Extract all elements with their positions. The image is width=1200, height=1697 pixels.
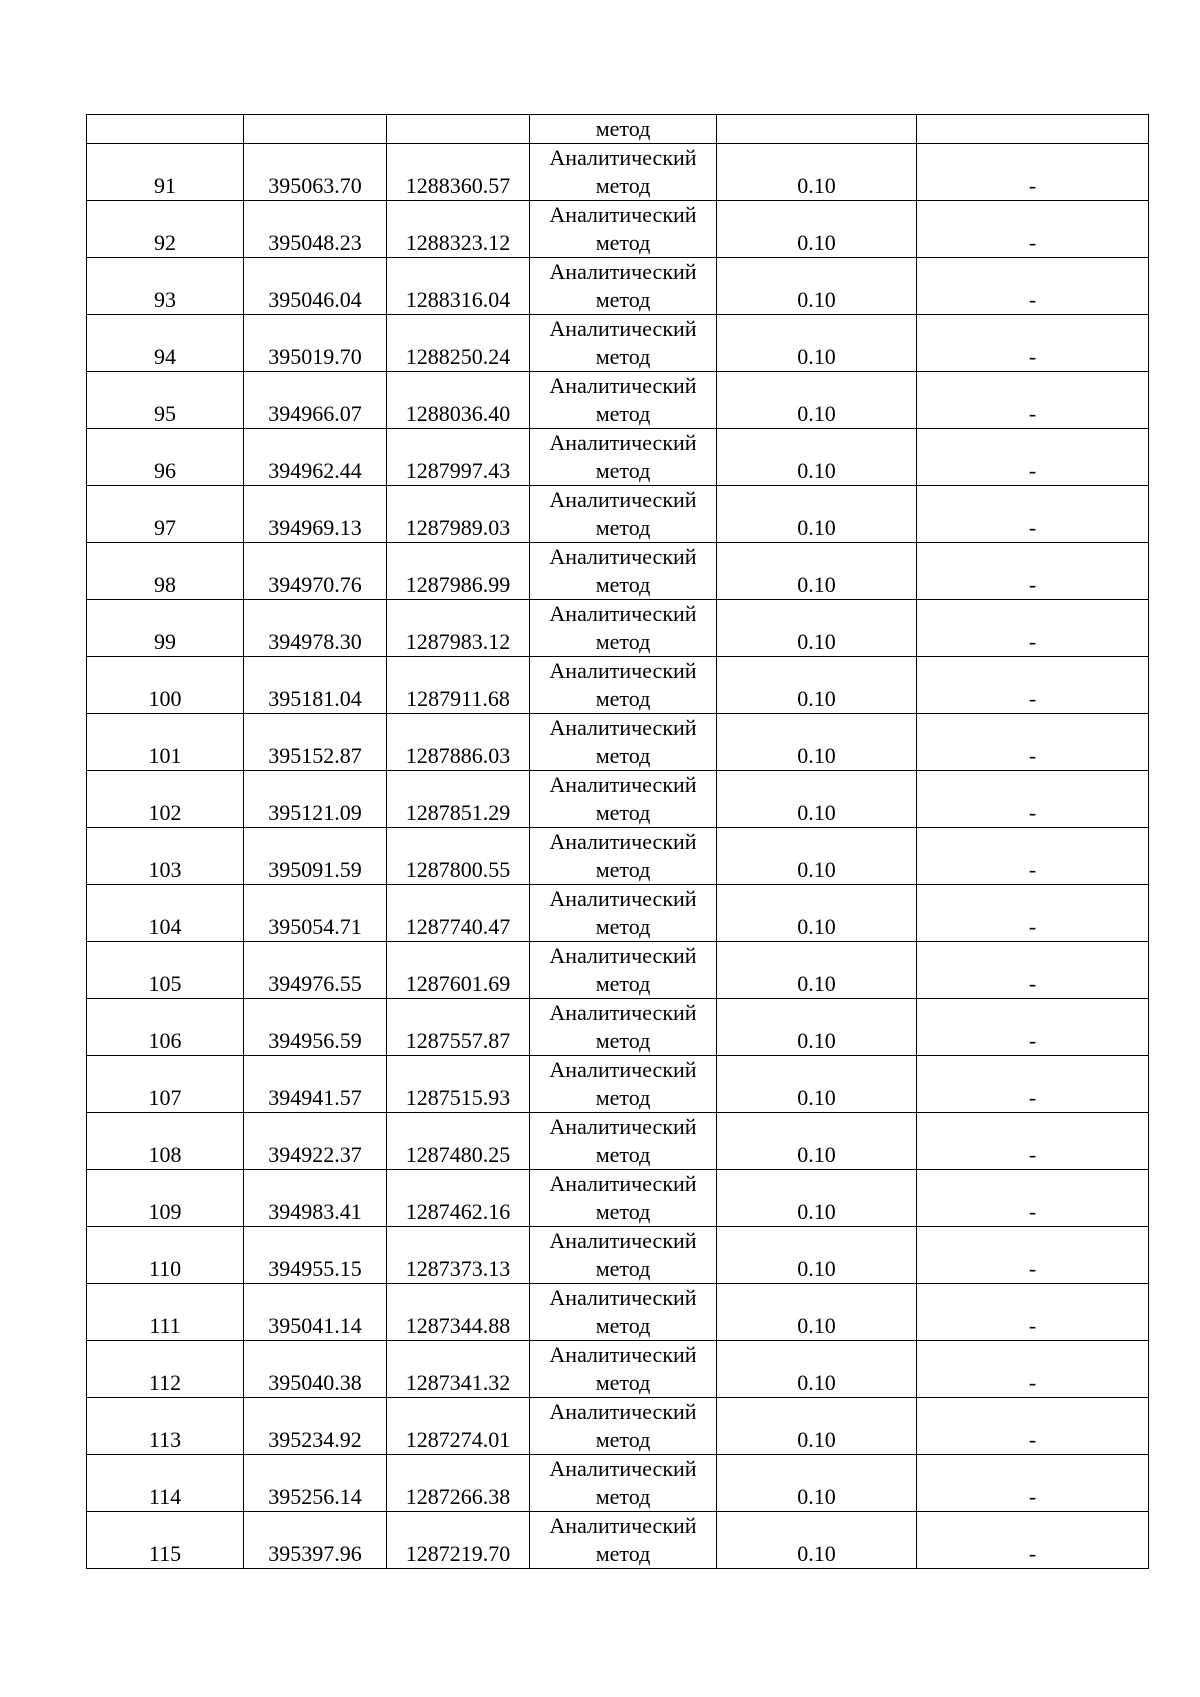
method-line-2: метод	[595, 971, 651, 996]
table-row	[87, 486, 1149, 543]
method-line-2: метод	[595, 572, 651, 597]
cell-note: -	[917, 771, 1149, 828]
table-row	[87, 657, 1149, 714]
cell-method	[530, 1113, 717, 1170]
cell-method	[530, 771, 717, 828]
cell-method	[530, 486, 717, 543]
cell-note: -	[917, 1170, 1149, 1227]
cell-x: 394983.41	[244, 1170, 387, 1227]
table-row	[87, 201, 1149, 258]
cell-accuracy: 0.10	[717, 1227, 917, 1284]
cell-point-number: 98	[87, 543, 244, 600]
cell-y	[387, 115, 530, 144]
cell-y: 1287851.29	[387, 771, 530, 828]
cell-y: 1288316.04	[387, 258, 530, 315]
method-line-2: метод	[595, 230, 651, 255]
method-line-1: Аналитический	[549, 1342, 697, 1367]
cell-method	[530, 600, 717, 657]
method-line-1: Аналитический	[549, 1057, 697, 1082]
table-row	[87, 1398, 1149, 1455]
method-line-1: Аналитический	[549, 1513, 697, 1538]
cell-accuracy: 0.10	[717, 1113, 917, 1170]
cell-point-number: 96	[87, 429, 244, 486]
cell-x	[244, 115, 387, 144]
cell-accuracy: 0.10	[717, 315, 917, 372]
table-row	[87, 714, 1149, 771]
cell-note: -	[917, 429, 1149, 486]
method-line-1: Аналитический	[549, 1399, 697, 1424]
cell-point-number: 103	[87, 828, 244, 885]
method-line-2: метод	[595, 401, 651, 426]
table-row	[87, 429, 1149, 486]
cell-point-number: 114	[87, 1455, 244, 1512]
cell-accuracy: 0.10	[717, 201, 917, 258]
method-line-2: метод	[595, 1028, 651, 1053]
method-line-2: метод	[595, 287, 651, 312]
cell-x: 395181.04	[244, 657, 387, 714]
method-line-2: метод	[595, 686, 651, 711]
method-line-1: Аналитический	[549, 259, 697, 284]
cell-accuracy: 0.10	[717, 1398, 917, 1455]
method-line-2: метод	[595, 1541, 651, 1566]
cell-point-number: 106	[87, 999, 244, 1056]
cell-y: 1288360.57	[387, 144, 530, 201]
cell-x: 394956.59	[244, 999, 387, 1056]
table-row	[87, 543, 1149, 600]
method-line-2: метод	[595, 1484, 651, 1509]
cell-point-number: 108	[87, 1113, 244, 1170]
table-row	[87, 1455, 1149, 1512]
cell-point-number: 111	[87, 1284, 244, 1341]
method-line-1: Аналитический	[549, 1171, 697, 1196]
table-row	[87, 999, 1149, 1056]
method-line-1: Аналитический	[549, 829, 697, 854]
cell-x: 395091.59	[244, 828, 387, 885]
cell-accuracy: 0.10	[717, 657, 917, 714]
cell-method	[530, 714, 717, 771]
cell-accuracy: 0.10	[717, 885, 917, 942]
cell-y: 1287800.55	[387, 828, 530, 885]
cell-x: 395063.70	[244, 144, 387, 201]
cell-x: 394955.15	[244, 1227, 387, 1284]
cell-y: 1287462.16	[387, 1170, 530, 1227]
method-line-1: Аналитический	[549, 373, 697, 398]
cell-accuracy: 0.10	[717, 543, 917, 600]
table-row	[87, 1056, 1149, 1113]
cell-point-number: 94	[87, 315, 244, 372]
coordinates-table-body	[87, 115, 1149, 1569]
cell-point-number: 112	[87, 1341, 244, 1398]
cell-x: 395152.87	[244, 714, 387, 771]
cell-method	[530, 1227, 717, 1284]
cell-point-number: 92	[87, 201, 244, 258]
table-row	[87, 1284, 1149, 1341]
cell-note: -	[917, 1284, 1149, 1341]
cell-method	[530, 315, 717, 372]
method-line-1: Аналитический	[549, 316, 697, 341]
method-line-1: Аналитический	[549, 943, 697, 968]
cell-y: 1288250.24	[387, 315, 530, 372]
cell-method	[530, 1284, 717, 1341]
method-line-2: метод	[595, 914, 651, 939]
method-line-1: Аналитический	[549, 772, 697, 797]
cell-note: -	[917, 942, 1149, 999]
method-line-2: метод	[595, 173, 651, 198]
cell-point-number: 101	[87, 714, 244, 771]
cell-point-number	[87, 115, 244, 144]
cell-y: 1287886.03	[387, 714, 530, 771]
cell-y: 1288323.12	[387, 201, 530, 258]
cell-y: 1287557.87	[387, 999, 530, 1056]
cell-method	[530, 942, 717, 999]
cell-y: 1287341.32	[387, 1341, 530, 1398]
method-line-2: метод	[595, 857, 651, 882]
cell-note: -	[917, 885, 1149, 942]
cell-x: 394978.30	[244, 600, 387, 657]
method-line-1: Аналитический	[549, 1285, 697, 1310]
cell-y: 1287274.01	[387, 1398, 530, 1455]
method-line-2: метод	[595, 1427, 651, 1452]
cell-method	[530, 1398, 717, 1455]
cell-method	[530, 201, 717, 258]
cell-x: 395019.70	[244, 315, 387, 372]
cell-point-number: 91	[87, 144, 244, 201]
cell-y: 1287344.88	[387, 1284, 530, 1341]
cell-accuracy: 0.10	[717, 828, 917, 885]
cell-method	[530, 144, 717, 201]
cell-accuracy: 0.10	[717, 714, 917, 771]
method-line-1: Аналитический	[549, 145, 697, 170]
table-row	[87, 372, 1149, 429]
cell-accuracy: 0.10	[717, 144, 917, 201]
cell-method	[530, 885, 717, 942]
cell-accuracy: 0.10	[717, 1455, 917, 1512]
cell-x: 394962.44	[244, 429, 387, 486]
cell-y: 1287740.47	[387, 885, 530, 942]
coordinates-table	[86, 114, 1149, 1569]
method-line-2: метод	[595, 1142, 651, 1167]
cell-point-number: 102	[87, 771, 244, 828]
cell-note: -	[917, 372, 1149, 429]
method-line-2: метод	[595, 629, 651, 654]
table-row	[87, 828, 1149, 885]
cell-accuracy	[717, 115, 917, 144]
cell-note: -	[917, 1455, 1149, 1512]
cell-method	[530, 828, 717, 885]
cell-method	[530, 543, 717, 600]
cell-x: 395048.23	[244, 201, 387, 258]
cell-x: 394922.37	[244, 1113, 387, 1170]
method-line-1: Аналитический	[549, 886, 697, 911]
cell-method	[530, 1455, 717, 1512]
method-line-1: Аналитический	[549, 430, 697, 455]
cell-y: 1287986.99	[387, 543, 530, 600]
cell-note: -	[917, 999, 1149, 1056]
table-row	[87, 144, 1149, 201]
cell-method	[530, 258, 717, 315]
cell-method	[530, 429, 717, 486]
cell-y: 1287266.38	[387, 1455, 530, 1512]
cell-accuracy: 0.10	[717, 999, 917, 1056]
cell-accuracy: 0.10	[717, 486, 917, 543]
cell-y: 1287911.68	[387, 657, 530, 714]
cell-method	[530, 999, 717, 1056]
cell-point-number: 113	[87, 1398, 244, 1455]
cell-note: -	[917, 1113, 1149, 1170]
method-line-2: метод	[595, 1313, 651, 1338]
method-line-2: метод	[595, 344, 651, 369]
cell-x: 395397.96	[244, 1512, 387, 1569]
method-line-1: Аналитический	[549, 202, 697, 227]
method-line-1: Аналитический	[549, 601, 697, 626]
cell-note: -	[917, 543, 1149, 600]
cell-x: 395046.04	[244, 258, 387, 315]
cell-method	[530, 1170, 717, 1227]
cell-accuracy: 0.10	[717, 1512, 917, 1569]
method-line-2: метод	[595, 458, 651, 483]
cell-method	[530, 372, 717, 429]
cell-x: 395234.92	[244, 1398, 387, 1455]
cell-point-number: 109	[87, 1170, 244, 1227]
cell-y: 1287601.69	[387, 942, 530, 999]
cell-note: -	[917, 486, 1149, 543]
table-row	[87, 1227, 1149, 1284]
cell-x: 395256.14	[244, 1455, 387, 1512]
cell-method	[530, 1341, 717, 1398]
method-line-2: метод	[595, 1199, 651, 1224]
cell-note: -	[917, 1227, 1149, 1284]
cell-point-number: 99	[87, 600, 244, 657]
cell-y: 1287983.12	[387, 600, 530, 657]
cell-accuracy: 0.10	[717, 429, 917, 486]
continuation-row	[87, 115, 1149, 144]
cell-y: 1287515.93	[387, 1056, 530, 1113]
cell-note: -	[917, 828, 1149, 885]
cell-note: -	[917, 714, 1149, 771]
table-row	[87, 942, 1149, 999]
method-line-2: метод	[595, 1256, 651, 1281]
cell-x: 395041.14	[244, 1284, 387, 1341]
cell-accuracy: 0.10	[717, 600, 917, 657]
cell-method	[530, 657, 717, 714]
cell-note: -	[917, 1512, 1149, 1569]
method-line-1: Аналитический	[549, 1114, 697, 1139]
cell-method	[530, 1512, 717, 1569]
cell-y: 1287219.70	[387, 1512, 530, 1569]
cell-point-number: 95	[87, 372, 244, 429]
cell-accuracy: 0.10	[717, 771, 917, 828]
method-line-1: Аналитический	[549, 1456, 697, 1481]
cell-x: 394941.57	[244, 1056, 387, 1113]
cell-note: -	[917, 600, 1149, 657]
method-line-1: Аналитический	[549, 658, 697, 683]
table-row	[87, 315, 1149, 372]
table-row	[87, 885, 1149, 942]
cell-note: -	[917, 1398, 1149, 1455]
cell-point-number: 100	[87, 657, 244, 714]
cell-point-number: 97	[87, 486, 244, 543]
cell-accuracy: 0.10	[717, 372, 917, 429]
cell-x: 394966.07	[244, 372, 387, 429]
table-row	[87, 1341, 1149, 1398]
cell-point-number: 93	[87, 258, 244, 315]
method-line-2: метод	[595, 1370, 651, 1395]
method-line-1: Аналитический	[549, 487, 697, 512]
method-line-2: метод	[595, 515, 651, 540]
cell-method	[530, 1056, 717, 1113]
table-row	[87, 600, 1149, 657]
table-row	[87, 1170, 1149, 1227]
cell-accuracy: 0.10	[717, 942, 917, 999]
cell-x: 395121.09	[244, 771, 387, 828]
table-row	[87, 771, 1149, 828]
cell-x: 395054.71	[244, 885, 387, 942]
cell-y: 1287480.25	[387, 1113, 530, 1170]
method-line-2: метод	[595, 1085, 651, 1110]
cell-note: -	[917, 144, 1149, 201]
table-row	[87, 258, 1149, 315]
cell-point-number: 115	[87, 1512, 244, 1569]
cell-accuracy: 0.10	[717, 1170, 917, 1227]
cell-point-number: 104	[87, 885, 244, 942]
cell-note: -	[917, 201, 1149, 258]
cell-note: -	[917, 315, 1149, 372]
cell-accuracy: 0.10	[717, 1056, 917, 1113]
table-row	[87, 1512, 1149, 1569]
method-line-1: Аналитический	[549, 1228, 697, 1253]
cell-accuracy: 0.10	[717, 1341, 917, 1398]
cell-y: 1287989.03	[387, 486, 530, 543]
cell-accuracy: 0.10	[717, 1284, 917, 1341]
method-line-1: Аналитический	[549, 715, 697, 740]
cell-point-number: 105	[87, 942, 244, 999]
method-line-2: метод	[595, 743, 651, 768]
method-line-1: Аналитический	[549, 1000, 697, 1025]
cell-x: 394976.55	[244, 942, 387, 999]
cell-note: -	[917, 1341, 1149, 1398]
cell-x: 394970.76	[244, 543, 387, 600]
cell-x: 395040.38	[244, 1341, 387, 1398]
cell-note: -	[917, 1056, 1149, 1113]
method-line-1: Аналитический	[549, 544, 697, 569]
cell-note: -	[917, 258, 1149, 315]
method-line-2: метод	[595, 800, 651, 825]
cell-y: 1287373.13	[387, 1227, 530, 1284]
cell-note: -	[917, 657, 1149, 714]
cell-method: метод	[530, 115, 717, 144]
cell-point-number: 107	[87, 1056, 244, 1113]
cell-y: 1288036.40	[387, 372, 530, 429]
cell-note	[917, 115, 1149, 144]
cell-x: 394969.13	[244, 486, 387, 543]
cell-y: 1287997.43	[387, 429, 530, 486]
table-row	[87, 1113, 1149, 1170]
cell-accuracy: 0.10	[717, 258, 917, 315]
cell-point-number: 110	[87, 1227, 244, 1284]
